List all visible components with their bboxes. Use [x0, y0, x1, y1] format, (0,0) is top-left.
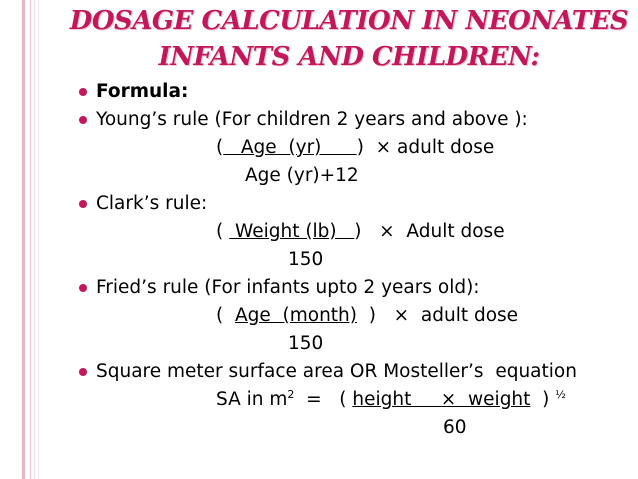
- young-rule-denominator: Age (yr)+12: [245, 165, 359, 186]
- left-border-line: [34, 0, 35, 479]
- mosteller-formula: SA in $m^2$ = ( height × weight ) $^{\frac{1}{2}}$: [216, 387, 566, 410]
- bullet-icon: [79, 284, 87, 292]
- slide-title-line1: DOSAGE CALCULATION IN NEONATES: [69, 6, 629, 36]
- bullet-icon: [79, 116, 87, 124]
- fried-rule-formula: ( Age (month) ) × adult dose: [216, 305, 519, 326]
- bullet-icon: [79, 88, 87, 96]
- bullet-icon: [79, 200, 87, 208]
- mosteller-label: Square meter surface area OR Mosteller’s equation: [96, 361, 577, 382]
- mosteller-denominator: 60: [443, 417, 467, 438]
- fried-rule-label: Fried’s rule (For infants upto 2 years old):: [96, 277, 480, 298]
- fried-rule-denominator: 150: [288, 333, 324, 354]
- clark-rule-denominator: 150: [288, 249, 324, 270]
- young-rule-label: Young’s rule (For children 2 years and above ):: [96, 109, 528, 130]
- clark-rule-formula: ( Weight (lb) ) × Adult dose: [216, 221, 505, 242]
- clark-rule-label: Clark’s rule:: [96, 193, 208, 214]
- left-border-line: [38, 0, 39, 479]
- left-border-line: [30, 0, 31, 479]
- slide-title-line2: INFANTS AND CHILDREN:: [158, 42, 540, 72]
- bullet-icon: [79, 368, 87, 376]
- young-rule-formula: ( Age (yr) ) × adult dose: [216, 137, 495, 158]
- left-border-accent: [22, 0, 25, 479]
- formula-heading: Formula:: [96, 81, 189, 102]
